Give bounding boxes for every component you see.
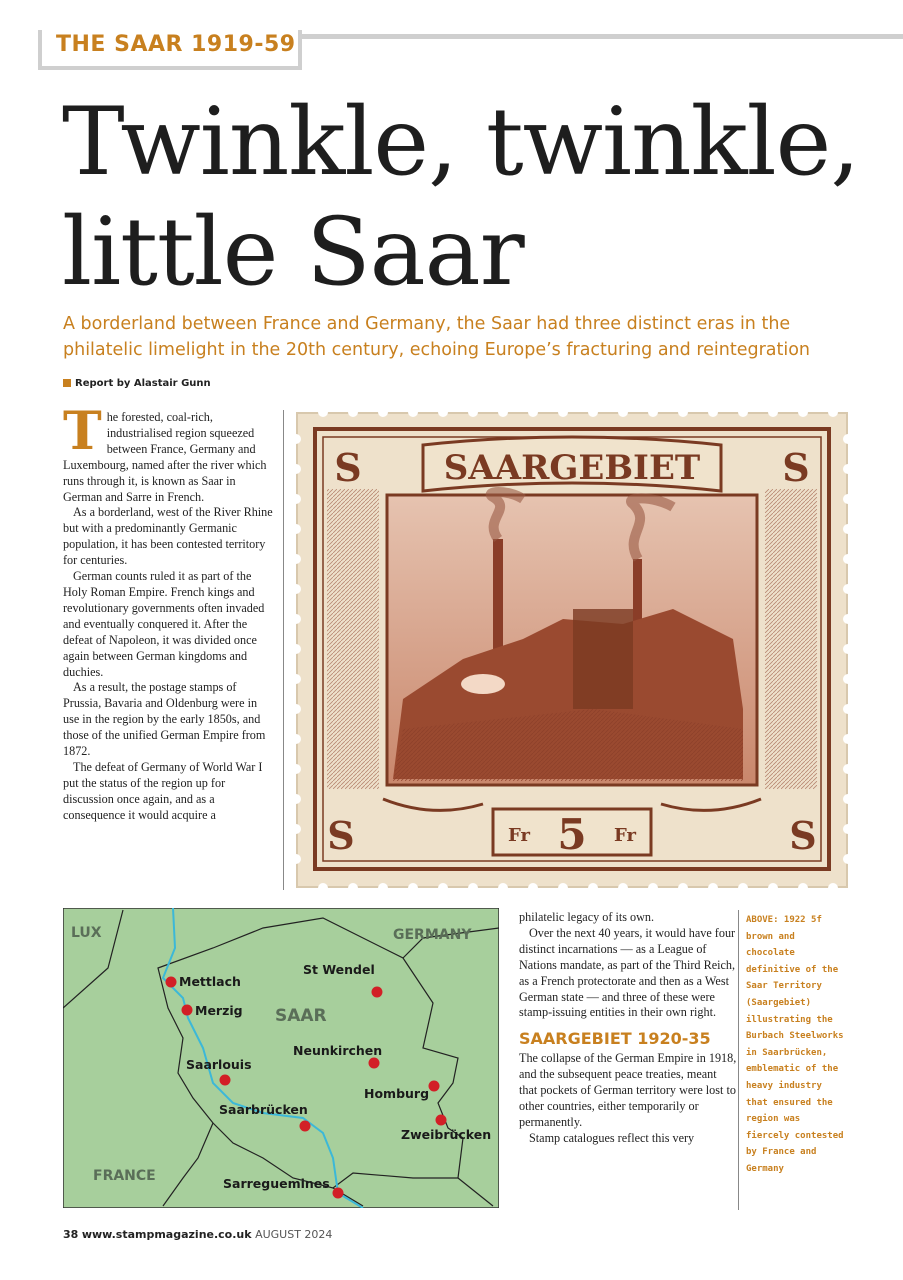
byline xyxy=(63,378,211,389)
town-dot xyxy=(369,1058,380,1069)
section-tag xyxy=(38,30,302,70)
town-dot xyxy=(182,1005,193,1016)
town-label: Zweibrücken xyxy=(401,1127,492,1142)
town-label: Sarreguemines xyxy=(223,1176,330,1191)
section-subhead: SAARGEBIET 1920-35 xyxy=(519,1029,711,1049)
standfirst-line-1: A borderland between France and Germany, the Saar had three distinct eras in the xyxy=(63,314,791,334)
page-footer xyxy=(63,1228,332,1241)
stamp-value-unit-left: Fr xyxy=(508,825,530,846)
map-label-germany: GERMANY xyxy=(393,927,472,943)
column-divider xyxy=(738,910,739,1210)
town-label: Saarbrücken xyxy=(219,1102,308,1117)
body-paragraph: Stamp catalogues reflect this very xyxy=(529,1130,695,1145)
stamp-title: SAARGEBIET xyxy=(443,448,701,488)
map-label-lux: LUX xyxy=(71,925,102,941)
footer-url[interactable]: www.stampmagazine.co.uk xyxy=(81,1228,252,1241)
stamp-image xyxy=(293,409,851,891)
map-label-france: FRANCE xyxy=(93,1168,156,1184)
stamp-value-number: 5 xyxy=(557,810,587,859)
section-tag-label: THE SAAR 1919-59 xyxy=(56,32,296,57)
headline-line-1: Twinkle, twinkle, xyxy=(62,88,860,197)
body-column-1 xyxy=(63,401,273,824)
map-label-saar: SAAR xyxy=(275,1006,327,1026)
headline xyxy=(62,88,882,308)
stamp-corner-s-right: S xyxy=(782,445,810,490)
byline-square-icon xyxy=(63,379,71,387)
town-dot xyxy=(429,1081,440,1092)
footer-date: AUGUST 2024 xyxy=(255,1228,333,1241)
byline-text: Report by Alastair Gunn xyxy=(75,378,211,389)
stamp-corner-s-bottom-right: S xyxy=(789,813,817,858)
town-dot xyxy=(333,1188,344,1199)
header-rule xyxy=(300,34,903,39)
stamp-corner-s-left: S xyxy=(334,445,362,490)
body-paragraph: German counts ruled it as part of the Holy Roman Empire. French kings and revolutionary governments often invaded and eventually conquered it. After the defeat of Napoleon, it was divided once again between German kingdoms and duchies. xyxy=(63,569,265,679)
town-label: Homburg xyxy=(364,1086,430,1101)
body-paragraph: The forested, coal-rich, industrialised region squeezed between France, Germany and Luxembourg, named after the river which runs through it, is known as Saar in German and Sarre in French. xyxy=(63,401,267,504)
town-label: Saarlouis xyxy=(186,1057,252,1072)
town-dot xyxy=(436,1115,447,1126)
town-label: Merzig xyxy=(195,1003,243,1018)
town-dot xyxy=(372,987,383,998)
stamp-right-column xyxy=(765,489,817,789)
body-paragraph: As a result, the postage stamps of Prussia, Bavaria and Oldenburg were in use in the region by the early 1850s, and those of the unified German Empire from 1872. xyxy=(63,680,266,759)
stamp-value-unit-right: Fr xyxy=(614,825,636,846)
stamp-caption: ABOVE: 1922 5f brown and chocolate definitive of the Saar Territory (Saargebiet) illustrating the Burbach Steelworks in Saarbrücken, emblematic of the heavy industry that ensured the region was fiercely contested by France and Germany xyxy=(746,915,844,1174)
body-paragraph: As a borderland, west of the River Rhine but with a predominantly Germanic population, it has been contested territory for centuries. xyxy=(63,505,273,568)
standfirst-line-2: philatelic limelight in the 20th century, echoing Europe’s fracturing and reintegration xyxy=(63,340,811,360)
town-dot xyxy=(220,1075,231,1086)
page-number: 38 xyxy=(63,1228,79,1241)
town-dot xyxy=(300,1121,311,1132)
town-label: Mettlach xyxy=(179,974,241,989)
map-background xyxy=(63,908,499,1208)
standfirst xyxy=(63,311,863,363)
body-paragraph: The defeat of Germany of World War I put the status of the region up for discussion once again, and as a consequence it would acquire a xyxy=(63,759,263,822)
headline-line-2: little Saar xyxy=(62,198,524,307)
saar-map xyxy=(63,908,499,1208)
town-label: Neunkirchen xyxy=(293,1043,383,1058)
body-paragraph: philatelic legacy of its own. xyxy=(519,910,655,924)
column-divider xyxy=(283,410,284,890)
stamp-left-column xyxy=(327,489,379,789)
stamp-corner-s-bottom-left: S xyxy=(327,813,355,858)
town-dot xyxy=(166,977,177,988)
body-column-2 xyxy=(519,910,737,1147)
drop-cap: T xyxy=(63,401,102,462)
town-label: St Wendel xyxy=(303,962,375,977)
body-paragraph: The collapse of the German Empire in 1918, and the subsequent peace treaties, meant that pockets of German territory were lost to other countries, either temporarily or permanently. xyxy=(519,1051,737,1129)
body-paragraph: Over the next 40 years, it would have four distinct incarnations — as a League of Nations mandate, as part of the Third Reich, as a French protectorate and then as a West German state — and three of these were stamp-issuing entities in their own right. xyxy=(519,925,736,1020)
